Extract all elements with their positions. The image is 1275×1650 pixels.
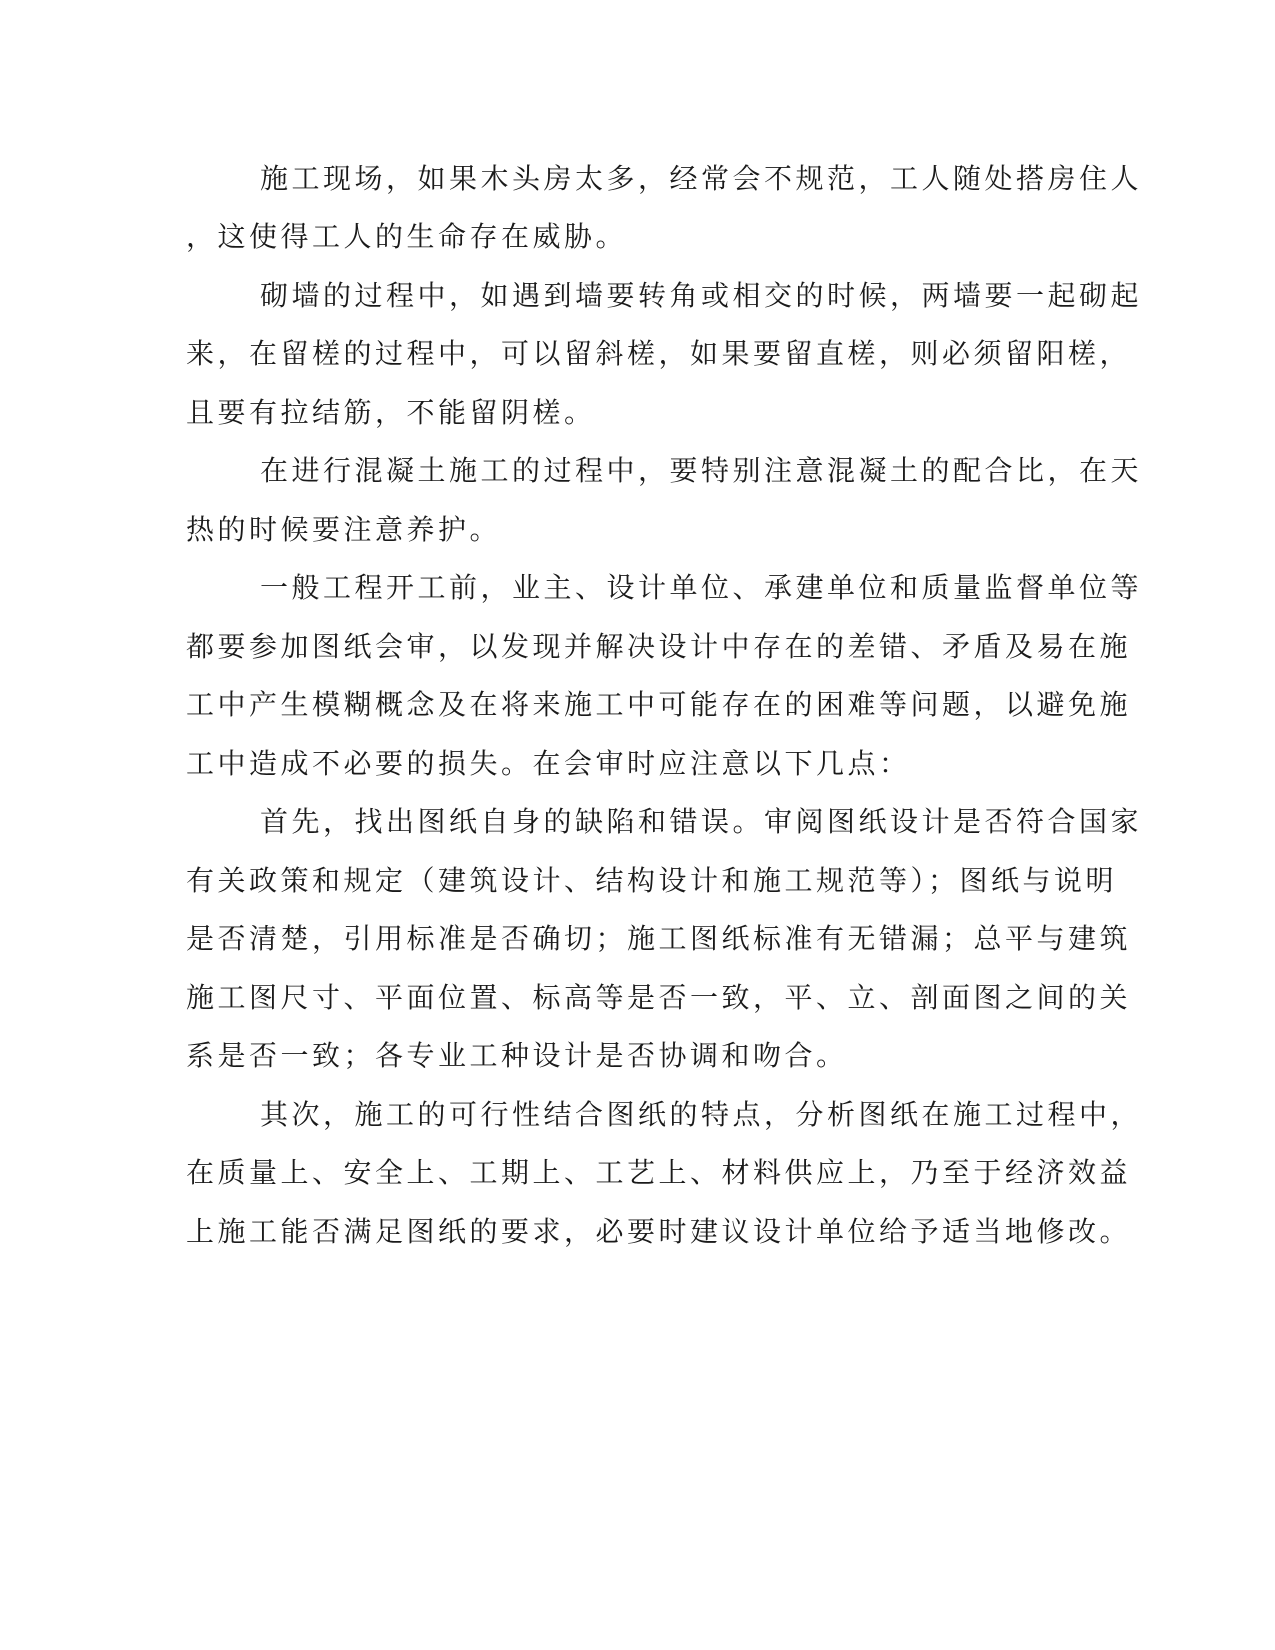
paragraph-2-line-1: 砌墙的过程中，如遇到墙要转角或相交的时候，两墙要一起砌起 bbox=[260, 279, 1143, 312]
paragraph-4-line-3: 工中产生模糊概念及在将来施工中可能存在的困难等问题，以避免施 bbox=[186, 688, 1132, 721]
paragraph-3-line-2: 热的时候要注意养护。 bbox=[186, 513, 502, 546]
paragraph-2-line-2: 来，在留槎的过程中，可以留斜槎，如果要留直槎，则必须留阳槎， bbox=[186, 337, 1132, 370]
paragraph-5-line-4: 施工图尺寸、平面位置、标高等是否一致，平、立、剖面图之间的关 bbox=[186, 981, 1132, 1014]
paragraph-4-line-2: 都要参加图纸会审，以发现并解决设计中存在的差错、矛盾及易在施 bbox=[186, 630, 1132, 663]
paragraph-1-line-2: ，这使得工人的生命存在威胁。 bbox=[186, 220, 628, 253]
paragraph-3-line-1: 在进行混凝土施工的过程中，要特别注意混凝土的配合比，在天 bbox=[260, 454, 1143, 487]
paragraph-5-line-5: 系是否一致；各专业工种设计是否协调和吻合。 bbox=[186, 1039, 848, 1072]
paragraph-5-line-2: 有关政策和规定（建筑设计、结构设计和施工规范等）；图纸与说明 bbox=[186, 864, 1118, 897]
paragraph-6-line-2: 在质量上、安全上、工期上、工艺上、材料供应上，乃至于经济效益 bbox=[186, 1156, 1132, 1189]
paragraph-6-line-3: 上施工能否满足图纸的要求，必要时建议设计单位给予适当地修改。 bbox=[186, 1215, 1132, 1248]
paragraph-4-line-1: 一般工程开工前，业主、设计单位、承建单位和质量监督单位等 bbox=[260, 571, 1143, 604]
paragraph-5-line-3: 是否清楚，引用标准是否确切；施工图纸标准有无错漏；总平与建筑 bbox=[186, 922, 1132, 955]
paragraph-5-line-1: 首先，找出图纸自身的缺陷和错误。审阅图纸设计是否符合国家 bbox=[260, 805, 1143, 838]
paragraph-2-line-3: 且要有拉结筋，不能留阴槎。 bbox=[186, 396, 596, 429]
paragraph-4-line-4: 工中造成不必要的损失。在会审时应注意以下几点： bbox=[186, 747, 911, 780]
paragraph-6-line-1: 其次，施工的可行性结合图纸的特点，分析图纸在施工过程中， bbox=[260, 1098, 1143, 1131]
paragraph-1-line-1: 施工现场，如果木头房太多，经常会不规范，工人随处搭房住人 bbox=[260, 162, 1143, 195]
